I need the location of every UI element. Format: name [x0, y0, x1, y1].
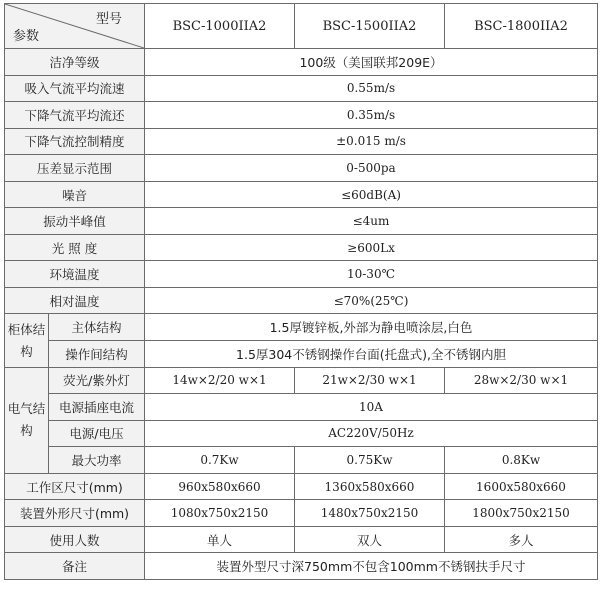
remarks-value: 装置外型尺寸深750mm不包含100mm不锈钢扶手尺寸: [145, 553, 598, 580]
socket-current-value: 10A: [145, 394, 598, 421]
work-area-value-1: 960x580x660: [145, 473, 295, 500]
work-area-value-3: 1600x580x660: [445, 473, 598, 500]
outer-size-value-3: 1800x750x2150: [445, 500, 598, 527]
users-value-3: 多人: [445, 526, 598, 553]
inflow-label: 吸入气流平均流速: [5, 75, 145, 102]
inflow-value: 0.55m/s: [145, 75, 598, 102]
max-power-value-2: 0.75Kw: [295, 447, 445, 474]
downflow-precision-label: 下降气流控制精度: [5, 128, 145, 155]
remarks-label: 备注: [5, 553, 145, 580]
outer-size-label: 装置外形尺寸(mm): [5, 500, 145, 527]
cleanliness-label: 洁净等级: [5, 49, 145, 76]
table-row: [5, 314, 598, 341]
main-structure-value: 1.5厚镀锌板,外部为静电喷涂层,白色: [145, 314, 598, 341]
pressure-range-label: 压差显示范围: [5, 155, 145, 182]
table-row: [5, 102, 598, 129]
downflow-value: 0.35m/s: [145, 102, 598, 129]
pressure-range-value: 0-500pa: [145, 155, 598, 182]
model-header-1: BSC-1000IIA2: [145, 4, 295, 49]
lamp-value-1: 14w×2/20 w×1: [145, 367, 295, 394]
max-power-value-3: 0.8Kw: [445, 447, 598, 474]
electrical-group-label: 电气结构: [5, 367, 49, 473]
table-row: [5, 367, 598, 394]
cleanliness-value: 100级（美国联邦209E）: [145, 49, 598, 76]
socket-current-label: 电源插座电流: [49, 394, 145, 421]
lamp-value-3: 28w×2/30 w×1: [445, 367, 598, 394]
noise-value: ≤60dB(A): [145, 181, 598, 208]
table-row: [5, 287, 598, 314]
model-header-2: BSC-1500IIA2: [295, 4, 445, 49]
table-row: [5, 261, 598, 288]
table-row: [5, 234, 598, 261]
table-row: [5, 155, 598, 182]
cabinet-group-label: 柜体结构: [5, 314, 49, 367]
illumination-value: ≥600Lx: [145, 234, 598, 261]
power-voltage-value: AC220V/50Hz: [145, 420, 598, 447]
header-row: [5, 4, 598, 49]
table-row: [5, 553, 598, 580]
humidity-value: ≤70%(25℃): [145, 287, 598, 314]
table-row: [5, 128, 598, 155]
users-value-2: 双人: [295, 526, 445, 553]
vibration-value: ≤4um: [145, 208, 598, 235]
corner-param-label: 参数: [13, 29, 40, 44]
corner-model-label: 型号: [95, 12, 122, 27]
table-row: [5, 75, 598, 102]
ambient-temp-label: 环境温度: [5, 261, 145, 288]
table-row: [5, 341, 598, 368]
main-structure-label: 主体结构: [49, 314, 145, 341]
table-row: [5, 473, 598, 500]
corner-header-cell: [5, 4, 145, 49]
table-row: [5, 526, 598, 553]
table-row: [5, 49, 598, 76]
work-chamber-label: 操作间结构: [49, 341, 145, 368]
humidity-label: 相对温度: [5, 287, 145, 314]
table-row: [5, 394, 598, 421]
outer-size-value-2: 1480x750x2150: [295, 500, 445, 527]
vibration-label: 振动半峰值: [5, 208, 145, 235]
downflow-label: 下降气流平均流还: [5, 102, 145, 129]
ambient-temp-value: 10-30℃: [145, 261, 598, 288]
work-chamber-value: 1.5厚304不锈钢操作台面(托盘式),全不锈钢内胆: [145, 341, 598, 368]
users-value-1: 单人: [145, 526, 295, 553]
downflow-precision-value: ±0.015 m/s: [145, 128, 598, 155]
table-row: [5, 208, 598, 235]
max-power-label: 最大功率: [49, 447, 145, 474]
power-voltage-label: 电源/电压: [49, 420, 145, 447]
outer-size-value-1: 1080x750x2150: [145, 500, 295, 527]
work-area-value-2: 1360x580x660: [295, 473, 445, 500]
table-row: [5, 420, 598, 447]
lamp-label: 荧光/紫外灯: [49, 367, 145, 394]
table-row: [5, 500, 598, 527]
lamp-value-2: 21w×2/30 w×1: [295, 367, 445, 394]
table-row: [5, 181, 598, 208]
illumination-label: 光 照 度: [5, 234, 145, 261]
max-power-value-1: 0.7Kw: [145, 447, 295, 474]
table-row: [5, 447, 598, 474]
users-label: 使用人数: [5, 526, 145, 553]
work-area-label: 工作区尺寸(mm): [5, 473, 145, 500]
spec-table: [4, 3, 598, 580]
model-header-3: BSC-1800IIA2: [445, 4, 598, 49]
noise-label: 噪音: [5, 181, 145, 208]
